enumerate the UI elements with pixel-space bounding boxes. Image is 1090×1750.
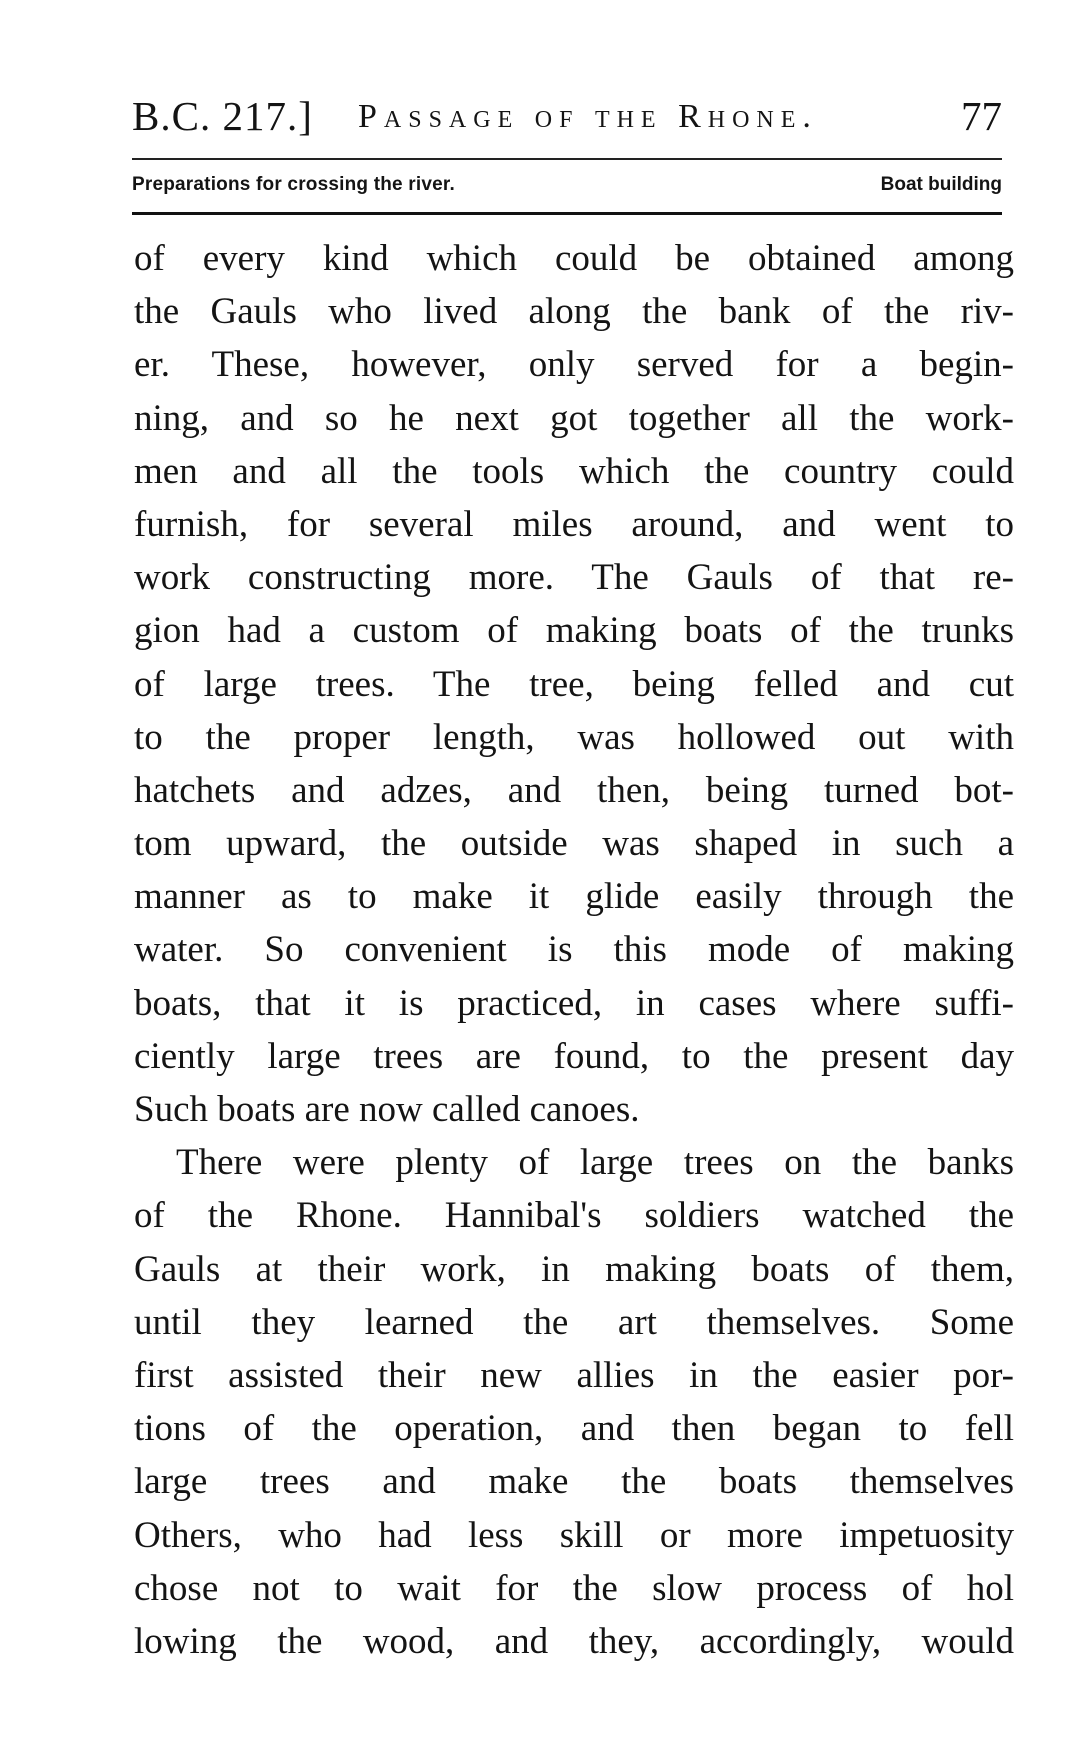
text-line: hatchets and adzes, and then, being turned bot- bbox=[134, 769, 1014, 811]
text-line: of every kind which could be obtained among bbox=[134, 238, 1014, 279]
text-line: tom upward, the outside was shaped in such a bbox=[134, 823, 1014, 865]
paragraph-start-line: There were plenty of large trees on the banks bbox=[176, 1142, 1014, 1184]
page-number: 77 bbox=[961, 93, 1002, 139]
text-line: Others, who had less skill or more impetuosity bbox=[134, 1514, 1014, 1556]
text-line: until they learned the art themselves. Some bbox=[134, 1301, 1014, 1343]
text-line: to the proper length, was hollowed out with bbox=[134, 716, 1014, 758]
text-line: men and all the tools which the country could bbox=[134, 450, 1014, 492]
text-line: work constructing more. The Gauls of that re- bbox=[134, 557, 1014, 599]
text-line: furnish, for several miles around, and went to bbox=[134, 503, 1014, 545]
text-line: ciently large trees are found, to the present day bbox=[134, 1035, 1014, 1077]
text-line: of the Rhone. Hannibal's soldiers watched the bbox=[134, 1195, 1014, 1237]
sidenote-left: Preparations for crossing the river. bbox=[132, 174, 455, 195]
text-line: the Gauls who lived along the bank of the riv- bbox=[134, 291, 1014, 333]
text-line: gion had a custom of making boats of the trunks bbox=[134, 610, 1014, 652]
text-line: large trees and make the boats themselves bbox=[134, 1461, 1014, 1503]
text-line: er. These, however, only served for a begin- bbox=[134, 344, 1014, 386]
sidenote-right: Boat building bbox=[880, 174, 1002, 195]
text-line: ning, and so he next got together all the work- bbox=[134, 397, 1014, 439]
sidenote-row bbox=[132, 174, 1002, 204]
text-line: water. So convenient is this mode of making bbox=[134, 929, 1014, 971]
running-head bbox=[132, 92, 1002, 152]
header-rule-top bbox=[132, 158, 1002, 160]
paragraph-end-line: Such boats are now called canoes. bbox=[134, 1089, 640, 1130]
header-rule-bottom bbox=[132, 212, 1002, 215]
text-line: lowing the wood, and they, accordingly, would bbox=[134, 1620, 1014, 1662]
text-line: Gauls at their work, in making boats of them, bbox=[134, 1248, 1014, 1290]
text-line: chose not to wait for the slow process of hol bbox=[134, 1567, 1014, 1609]
text-line: first assisted their new allies in the easier por- bbox=[134, 1354, 1014, 1396]
text-line: manner as to make it glide easily through the bbox=[134, 876, 1014, 918]
body-text bbox=[134, 232, 1014, 1668]
running-head-title: Passage of the Rhone. bbox=[358, 98, 818, 135]
text-line: of large trees. The tree, being felled and cut bbox=[134, 663, 1014, 705]
text-line: boats, that it is practiced, in cases where suffi- bbox=[134, 982, 1014, 1024]
running-head-date: B.C. 217.] bbox=[132, 93, 313, 139]
text-line: tions of the operation, and then began to fell bbox=[134, 1408, 1014, 1450]
